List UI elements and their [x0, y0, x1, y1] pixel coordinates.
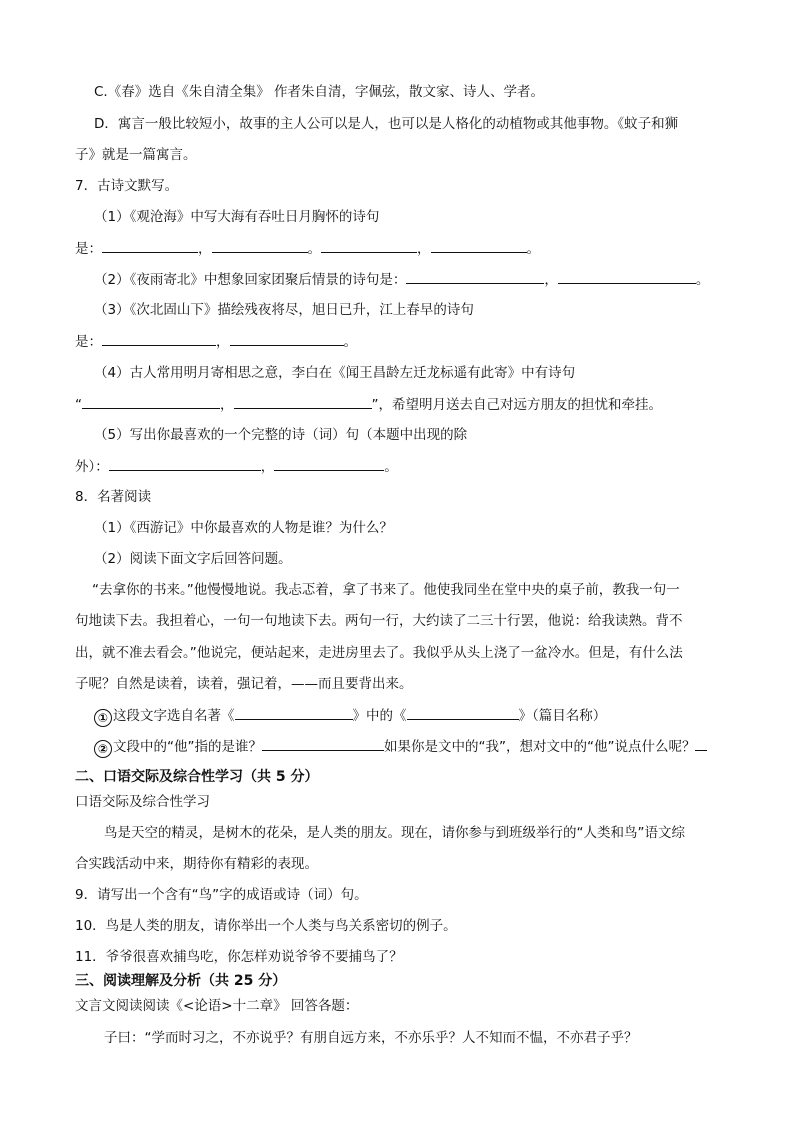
q8-subquestion-1: ① 这段文字选自名著《 》中的《 》（篇目名称）: [94, 705, 606, 727]
question-10: 10．鸟是人类的朋友，请你举出一个人类与鸟关系密切的例子。: [75, 918, 457, 934]
answer-blank[interactable]: [102, 238, 198, 253]
section3-subtitle: 文言文阅读阅读《<论语>十二章》 回答各题：: [75, 998, 359, 1014]
answer-blank[interactable]: [109, 456, 261, 471]
answer-blank[interactable]: [406, 269, 544, 284]
q8-passage-line: 出，就不准去看会。”他说完，便站起来，走进房里去了。我似乎从头上浇了一盆冷水。但是，有什么法: [75, 645, 683, 661]
q7-part3-answer-line: 是： ， 。: [75, 331, 357, 352]
q8-part2: （2）阅读下面文字后回答问题。: [94, 551, 292, 567]
circled-number-1: ①: [94, 709, 112, 727]
q7-part4-prompt: （4）古人常用明月寄相思之意，李白在《闻王昌龄左迁龙标遥有此寄》中有诗句: [94, 365, 576, 381]
section2-intro-line1: 鸟是天空的精灵，是树木的花朵，是人类的朋友。现在，请你参与到班级举行的“人类和鸟”语文综: [104, 825, 685, 841]
answer-blank[interactable]: [212, 238, 308, 253]
q7-part2: （2）《夜雨寄北》中想象回家团聚后情景的诗句是： ， 。: [94, 269, 709, 290]
answer-blank[interactable]: [321, 238, 417, 253]
q7-part4-answer-line: “ ， ”，希望明月送去自己对远方朋友的担忧和牵挂。: [75, 394, 662, 415]
section2-intro-line2: 合实践活动中来，期待你有精彩的表现。: [75, 856, 318, 872]
answer-blank[interactable]: [695, 736, 707, 751]
q7-part3-prompt: （3）《次北固山下》描绘残夜将尽，旭日已升，江上春早的诗句: [94, 302, 474, 318]
section2-heading: 二、口语交际及综合性学习（共 5 分）: [75, 769, 319, 785]
q8-passage-line: “去拿你的书来。”他慢慢地说。我忐忑着，拿了书来了。他使我同坐在堂中央的桌子前，教我一句一: [92, 582, 680, 598]
section3-heading: 三、阅读理解及分析（共 25 分）: [75, 973, 287, 989]
q7-part5-answer-line: 外）： ， 。: [75, 456, 398, 477]
answer-blank[interactable]: [431, 238, 527, 253]
answer-blank[interactable]: [235, 705, 353, 720]
answer-blank[interactable]: [407, 705, 519, 720]
q8-title: 8．名著阅读: [75, 489, 152, 505]
q7-part1-prompt: （1）《观沧海》中写大海有吞吐日月胸怀的诗句: [94, 209, 380, 225]
question-9: 9．请写出一个含有“鸟”字的成语或诗（词）句。: [75, 887, 368, 903]
analects-quote: 子曰：“学而时习之，不亦说乎？有朋自远方来，不亦乐乎？人不知而不愠，不亦君子乎？: [104, 1030, 638, 1046]
q6-option-d-line1: D．寓言一般比较短小，故事的主人公可以是人，也可以是人格化的动植物或其他事物。《蚊子和狮: [94, 116, 679, 132]
answer-blank[interactable]: [274, 456, 384, 471]
answer-blank[interactable]: [102, 331, 216, 346]
answer-blank[interactable]: [234, 394, 372, 409]
q7-part1-answer-line: 是： ， 。 ， 。: [75, 238, 540, 259]
q7-title: 7．古诗文默写。: [75, 178, 179, 194]
q8-passage-line: 句地读下去。我担着心，一句一句地读下去。两句一行，大约读了二三十行罢，他说：给我读熟。背不: [75, 613, 683, 629]
section2-subtitle: 口语交际及综合性学习: [75, 794, 210, 810]
answer-blank[interactable]: [82, 394, 220, 409]
q8-part1: （1）《西游记》中你最喜欢的人物是谁？为什么？: [94, 520, 393, 536]
q8-passage-line: 子呢？自然是读着，读着，强记着，——而且要背出来。: [75, 676, 413, 692]
q7-part5-prompt: （5）写出你最喜欢的一个完整的诗（词）句（本题中出现的除: [94, 427, 468, 443]
answer-blank[interactable]: [558, 269, 696, 284]
answer-blank[interactable]: [262, 736, 384, 751]
q6-option-c: C.《春》选自《朱自清全集》 作者朱自清，字佩弦，散文家、诗人、学者。: [94, 84, 545, 100]
q8-subquestion-2: ② 文段中的“他”指的是谁？ 如果你是文中的“我”，想对文中的“他”说点什么呢？: [94, 736, 707, 758]
q6-option-d-line2: 子》就是一篇寓言。: [75, 147, 197, 163]
question-11: 11．爷爷很喜欢捕鸟吃，你怎样劝说爷爷不要捕鸟了？: [75, 949, 403, 965]
circled-number-2: ②: [94, 740, 112, 758]
answer-blank[interactable]: [230, 331, 344, 346]
